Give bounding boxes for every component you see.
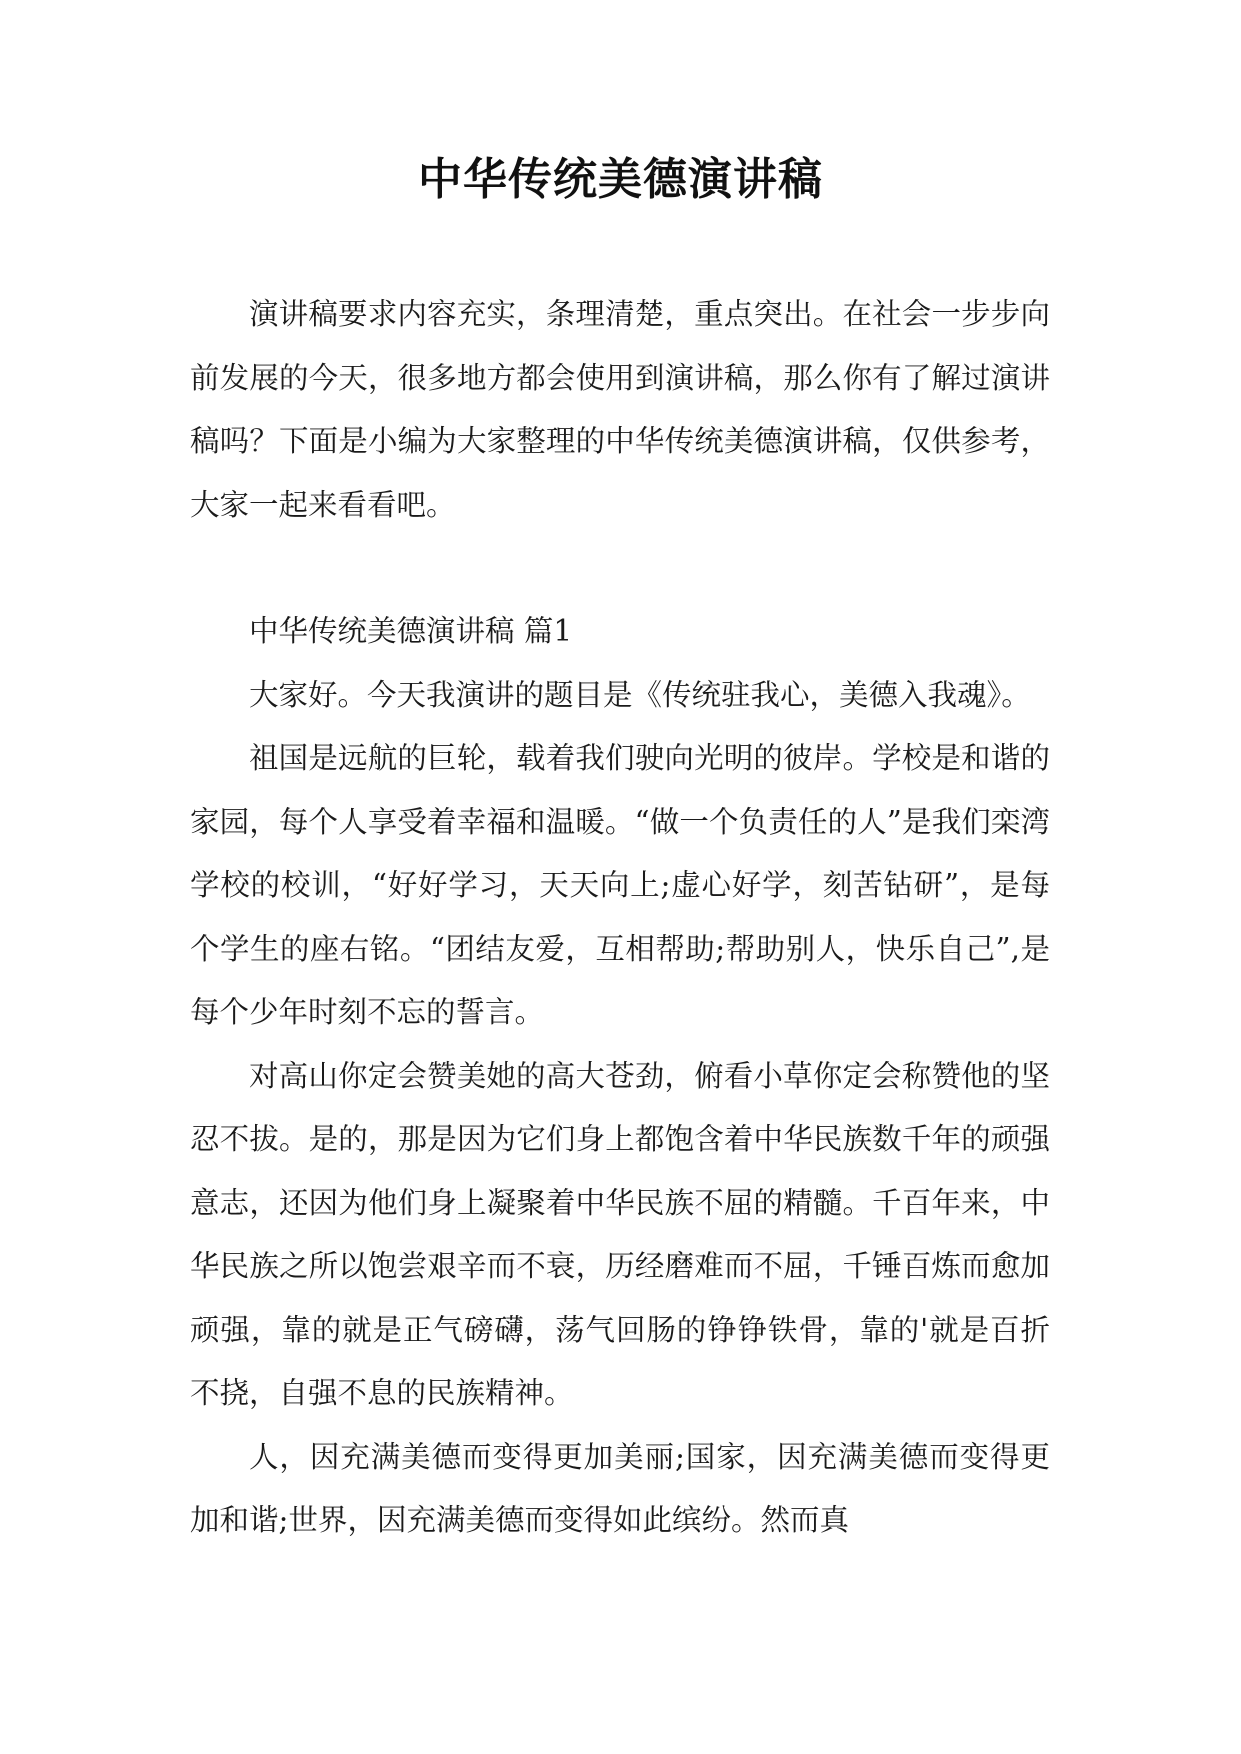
body-paragraph-2: 祖国是远航的巨轮，载着我们驶向光明的彼岸。学校是和谐的家园，每个人享受着幸福和温暖。“做一个负责任的人”是我们栾湾学校的校训，“好好学习，天天向上;虚心好学，刻苦钻研”，是每个学生的座右铭。“团结友爱，互相帮助;帮助别人，快乐自己”,是每个少年时刻不忘的誓言。	[190, 741, 1050, 1029]
section-heading: 中华传统美德演讲稿 篇1	[249, 614, 573, 648]
document-body	[190, 283, 1050, 1553]
body-paragraph-4: 人，因充满美德而变得更加美丽;国家，因充满美德而变得更加和谐;世界，因充满美德而变得如此缤纷。然而真	[190, 1439, 1050, 1537]
intro-paragraph: 演讲稿要求内容充实，条理清楚，重点突出。在社会一步步向前发展的今天，很多地方都会使用到演讲稿，那么你有了解过演讲稿吗？下面是小编为大家整理的中华传统美德演讲稿，仅供参考，大家一起来看看吧。	[190, 297, 1050, 522]
document-title: 中华传统美德演讲稿	[418, 154, 823, 205]
body-paragraph-3: 对高山你定会赞美她的高大苍劲，俯看小草你定会称赞他的坚忍不拔。是的，那是因为它们身上都饱含着中华民族数千年的顽强意志，还因为他们身上凝聚着中华民族不屈的精髓。千百年来，中华民族之所以饱尝艰辛而不衰，历经磨难而不屈，千锤百炼而愈加顽强，靠的就是正气磅礴，荡气回肠的铮铮铁骨，靠的'就是百折不挠，自强不息的民族精神。	[190, 1058, 1050, 1410]
body-paragraph-1: 大家好。今天我演讲的题目是《传统驻我心，美德入我魂》。	[249, 677, 1031, 712]
